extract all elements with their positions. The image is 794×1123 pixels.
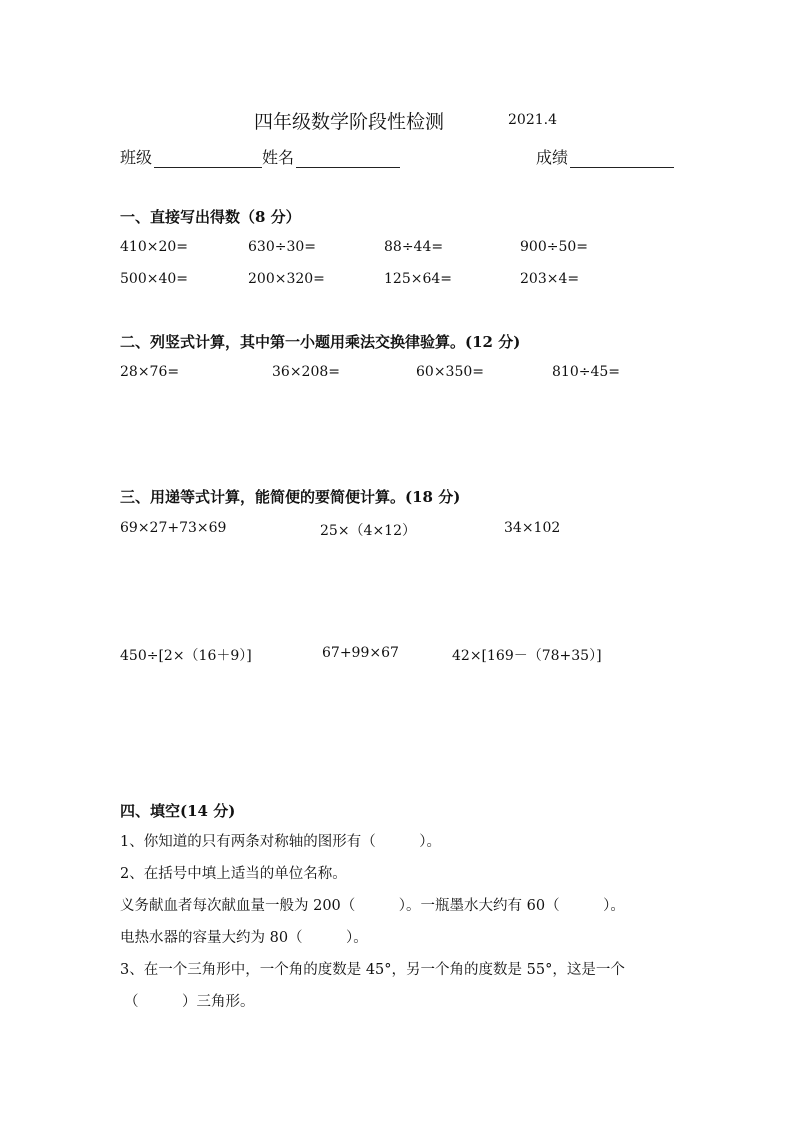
s2-problem: 36×208= (272, 364, 340, 380)
s3-problem: 450÷[2×（16＋9）] (120, 648, 252, 664)
s1-problem: 200×320= (248, 271, 325, 287)
s1-problem: 125×64= (384, 271, 452, 287)
section2-heading: 二、列竖式计算，其中第一小题用乘法交换律验算。(12 分) (120, 333, 521, 351)
s3-problem: 34×102 (504, 520, 561, 536)
s1-problem: 203×4= (520, 271, 580, 287)
q2-line1: 义务献血者每次献血量一般为 200（ ）。一瓶墨水大约有 60（ ）。 (120, 898, 625, 914)
s2-problem: 810÷45= (552, 364, 620, 380)
s3-problem: 67+99×67 (322, 645, 399, 661)
section1-heading: 一、直接写出得数（8 分） (120, 208, 301, 226)
test-date: 2021.4 (508, 112, 557, 128)
s1-problem: 410×20= (120, 239, 188, 255)
s1-problem: 900÷50= (520, 239, 588, 255)
s1-problem: 88÷44= (384, 239, 444, 255)
q2-line2: 电热水器的容量大约为 80（ ）。 (120, 930, 368, 946)
section3-heading: 三、用递等式计算，能简便的要简便计算。(18 分) (120, 488, 461, 506)
q1-text: 1、你知道的只有两条对称轴的图形有（ ）。 (120, 834, 441, 850)
s3-problem: 42×[169－（78+35）] (452, 648, 602, 664)
name-field (262, 145, 400, 168)
s2-problem: 60×350= (416, 364, 484, 380)
section4-heading: 四、填空(14 分) (120, 802, 236, 820)
score-label: 成绩 (536, 148, 569, 167)
q2-text: 2、在括号中填上适当的单位名称。 (120, 866, 347, 882)
s1-problem: 630÷30= (248, 239, 316, 255)
score-field (536, 145, 674, 168)
page-title: 四年级数学阶段性检测 (254, 111, 445, 133)
s1-problem: 500×40= (120, 271, 188, 287)
class-label: 班级 (120, 148, 153, 167)
score-blank[interactable] (570, 151, 674, 168)
s3-problem: 25×（4×12） (320, 523, 416, 539)
name-label: 姓名 (262, 148, 295, 167)
class-field (120, 145, 262, 168)
class-blank[interactable] (154, 151, 262, 168)
q3-line2: （ ）三角形。 (124, 994, 255, 1010)
q3-line1: 3、在一个三角形中，一个角的度数是 45°，另一个角的度数是 55°，这是一个 (120, 962, 625, 978)
name-blank[interactable] (296, 151, 400, 168)
s2-problem: 28×76= (120, 364, 180, 380)
s3-problem: 69×27+73×69 (120, 520, 227, 536)
